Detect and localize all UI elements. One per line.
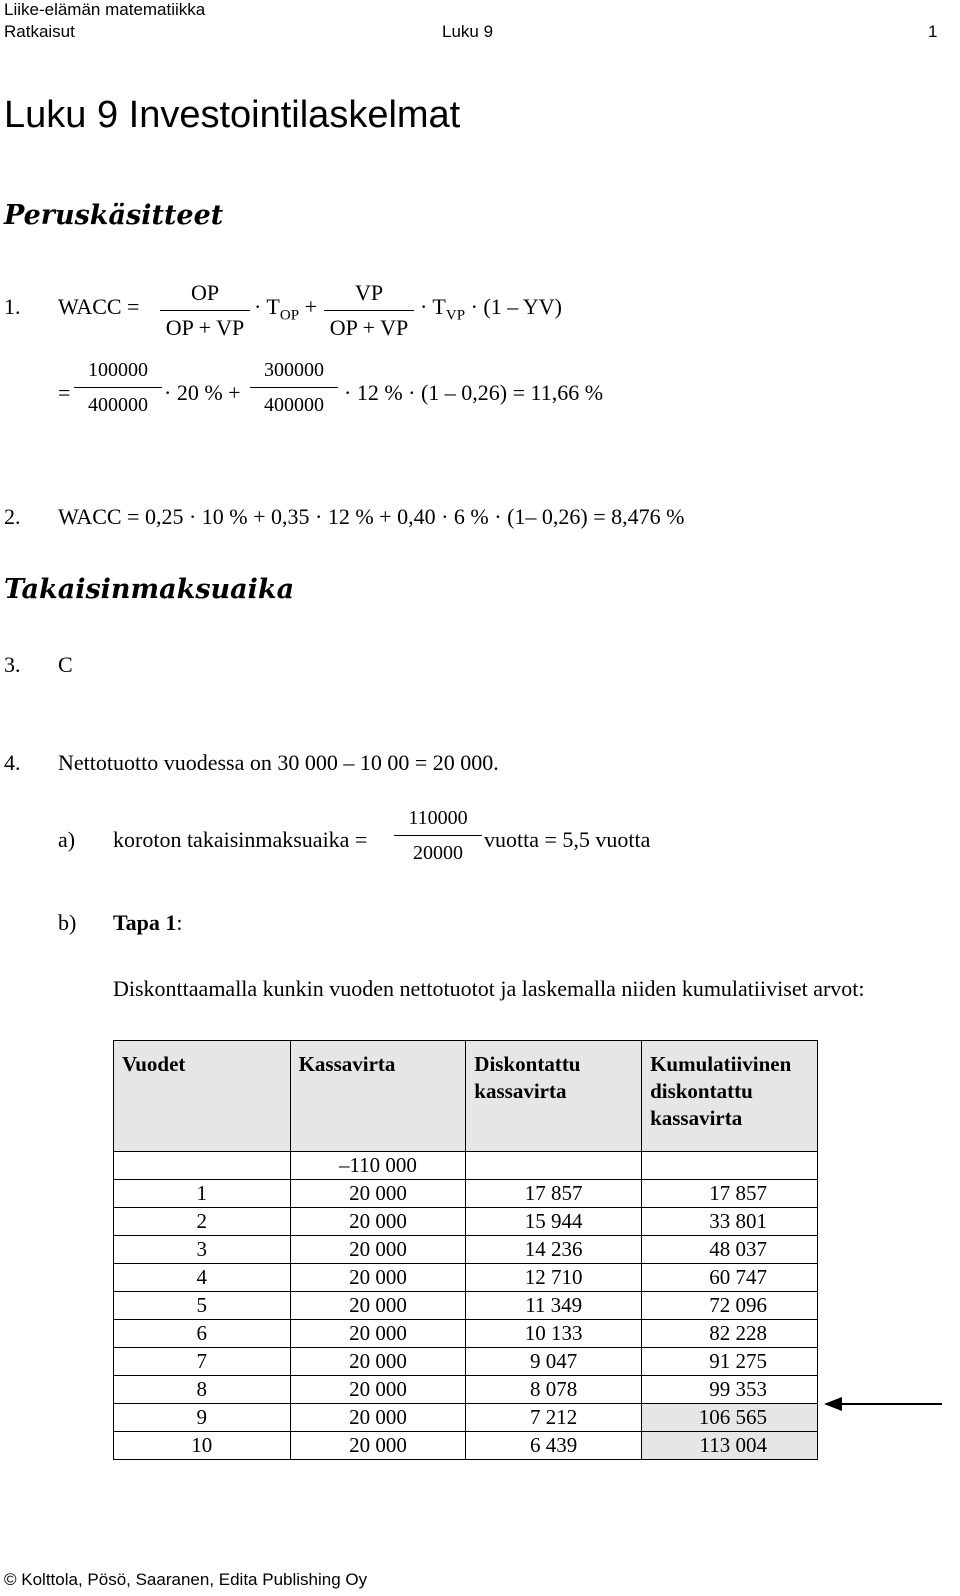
tax-op bbox=[254, 294, 317, 324]
cell-year: 2 bbox=[114, 1208, 291, 1236]
cell-year bbox=[114, 1152, 291, 1180]
cell-cumulative: 17 857 bbox=[642, 1180, 818, 1208]
header-cashflow: Kassavirta bbox=[290, 1041, 466, 1152]
book-title: Liike-elämän matematiikka bbox=[4, 0, 206, 19]
part-a-result: vuotta = 5,5 vuotta bbox=[484, 827, 651, 852]
tax-vp bbox=[420, 294, 562, 324]
cell-year: 3 bbox=[114, 1236, 291, 1264]
exercise-4-number: 4. bbox=[4, 750, 21, 775]
table-row bbox=[114, 1348, 818, 1376]
exercise-2-number: 2. bbox=[4, 504, 21, 529]
fraction-numerator: 300000 bbox=[264, 359, 324, 381]
exercise-2-text: WACC = 0,25 · 10 % + 0,35 · 12 % + 0,40 · 6 % · (1– 0,26) = 8,476 % bbox=[58, 504, 685, 529]
cell-discounted: 8 078 bbox=[466, 1376, 642, 1404]
cell-cashflow: 20 000 bbox=[290, 1180, 466, 1208]
page-title: Luku 9 Investointilaskelmat bbox=[4, 94, 461, 136]
table-row bbox=[114, 1404, 818, 1432]
fraction-denominator: 400000 bbox=[264, 394, 324, 416]
cell-cumulative: 33 801 bbox=[642, 1208, 818, 1236]
table-row bbox=[114, 1264, 818, 1292]
cell-year: 8 bbox=[114, 1376, 291, 1404]
tax-op-subscript: OP bbox=[279, 307, 300, 324]
fraction-denominator: 400000 bbox=[88, 394, 148, 416]
cell-discounted: 9 047 bbox=[466, 1348, 642, 1376]
exercise-4-text: Nettotuotto vuodessa on 30 000 – 10 00 = 20 000. bbox=[58, 750, 499, 775]
fraction-op bbox=[160, 278, 250, 343]
cell-cashflow: 20 000 bbox=[290, 1348, 466, 1376]
cell-year: 7 bbox=[114, 1348, 291, 1376]
cell-cumulative: 72 096 bbox=[642, 1292, 818, 1320]
cell-cashflow: 20 000 bbox=[290, 1376, 466, 1404]
fraction-bar bbox=[74, 387, 162, 388]
cell-year: 9 bbox=[114, 1404, 291, 1432]
cell-discounted bbox=[466, 1152, 642, 1180]
equals-sign: = bbox=[58, 380, 71, 405]
page-number: 1 bbox=[928, 22, 938, 41]
fraction-numerator: 100000 bbox=[88, 359, 148, 381]
table-row bbox=[114, 1180, 818, 1208]
cell-cashflow: 20 000 bbox=[290, 1208, 466, 1236]
cell-cumulative: 82 228 bbox=[642, 1320, 818, 1348]
cell-discounted: 7 212 bbox=[466, 1404, 642, 1432]
cell-discounted: 15 944 bbox=[466, 1208, 642, 1236]
cell-cumulative: 48 037 bbox=[642, 1236, 818, 1264]
mid-term: · 20 % + bbox=[164, 380, 241, 405]
table-row bbox=[114, 1376, 818, 1404]
table-row bbox=[114, 1432, 818, 1460]
cell-discounted: 17 857 bbox=[466, 1180, 642, 1208]
fraction-vp bbox=[324, 278, 414, 343]
header-years: Vuodet bbox=[114, 1041, 291, 1152]
table-row bbox=[114, 1320, 818, 1348]
cell-cashflow: 20 000 bbox=[290, 1292, 466, 1320]
cell-cumulative: 91 275 bbox=[642, 1348, 818, 1376]
cell-cashflow: 20 000 bbox=[290, 1236, 466, 1264]
arrow-left-icon bbox=[824, 1394, 944, 1414]
fraction-denominator: OP + VP bbox=[329, 315, 409, 340]
cell-year: 6 bbox=[114, 1320, 291, 1348]
cell-discounted: 10 133 bbox=[466, 1320, 642, 1348]
cell-year: 5 bbox=[114, 1292, 291, 1320]
wacc-lhs: WACC = bbox=[58, 294, 140, 319]
cell-cumulative: 99 353 bbox=[642, 1376, 818, 1404]
fraction-payback bbox=[394, 803, 482, 868]
cell-discounted: 12 710 bbox=[466, 1264, 642, 1292]
part-a-label: a) bbox=[58, 827, 76, 852]
cell-discounted: 14 236 bbox=[466, 1236, 642, 1264]
section-label: Ratkaisut bbox=[4, 22, 75, 41]
part-b-colon: : bbox=[176, 910, 183, 935]
tax-vp-subscript: VP bbox=[445, 307, 466, 324]
cell-discounted: 6 439 bbox=[466, 1432, 642, 1460]
fraction-denominator: OP + VP bbox=[165, 315, 245, 340]
table-header-row bbox=[114, 1041, 818, 1152]
tax-vp-symbol: · T bbox=[420, 294, 446, 319]
cell-cumulative: 113 004 bbox=[642, 1432, 818, 1460]
cell-discounted: 11 349 bbox=[466, 1292, 642, 1320]
fraction-300000 bbox=[250, 355, 338, 420]
table-row-initial bbox=[114, 1152, 818, 1180]
cell-year: 1 bbox=[114, 1180, 291, 1208]
result-line: · 12 % · (1 – 0,26) = 11,66 % bbox=[344, 380, 604, 405]
tax-tail: · (1 – YV) bbox=[470, 294, 562, 319]
fraction-numerator: 110000 bbox=[408, 807, 468, 829]
fraction-bar bbox=[324, 310, 414, 311]
fraction-bar bbox=[394, 835, 482, 836]
cell-cashflow: 20 000 bbox=[290, 1432, 466, 1460]
part-a-text: koroton takaisinmaksuaika = bbox=[113, 827, 368, 852]
fraction-bar bbox=[250, 387, 338, 388]
fraction-bar bbox=[160, 310, 250, 311]
table-body bbox=[114, 1152, 818, 1460]
part-b-heading bbox=[113, 910, 183, 936]
part-b-label: b) bbox=[58, 910, 77, 935]
chapter-label: Luku 9 bbox=[442, 22, 494, 41]
cell-initial-investment: –110 000 bbox=[290, 1152, 466, 1180]
exercise-3-answer: C bbox=[58, 652, 73, 677]
cell-cashflow: 20 000 bbox=[290, 1264, 466, 1292]
fraction-numerator: VP bbox=[354, 280, 384, 305]
discounted-cashflow-table bbox=[113, 1040, 818, 1460]
header-cumulative: Kumulatiivinen diskontattu kassavirta bbox=[642, 1041, 818, 1152]
part-b-description: Diskonttaamalla kunkin vuoden nettotuotot ja laskemalla niiden kumulatiiviset arvot: bbox=[113, 976, 865, 1001]
fraction-100000 bbox=[74, 355, 162, 420]
subheading-payback: Takaisinmaksuaika bbox=[4, 574, 295, 605]
fraction-denominator: 20000 bbox=[413, 842, 463, 864]
cell-cumulative: 60 747 bbox=[642, 1264, 818, 1292]
table-row bbox=[114, 1208, 818, 1236]
exercise-number: 1. bbox=[4, 294, 21, 319]
tax-op-symbol: · T bbox=[254, 294, 280, 319]
cell-cumulative bbox=[642, 1152, 818, 1180]
cell-cashflow: 20 000 bbox=[290, 1320, 466, 1348]
plus-sign: + bbox=[304, 294, 317, 319]
cell-year: 10 bbox=[114, 1432, 291, 1460]
cell-cumulative: 106 565 bbox=[642, 1404, 818, 1432]
subheading-basics: Peruskäsitteet bbox=[4, 200, 224, 231]
cell-cashflow: 20 000 bbox=[290, 1404, 466, 1432]
header-discounted: Diskontattu kassavirta bbox=[466, 1041, 642, 1152]
exercise-3-number: 3. bbox=[4, 652, 21, 677]
cell-year: 4 bbox=[114, 1264, 291, 1292]
table-row bbox=[114, 1236, 818, 1264]
table-row bbox=[114, 1292, 818, 1320]
fraction-numerator: OP bbox=[190, 280, 220, 305]
footer-copyright: © Kolttola, Pösö, Saaranen, Edita Publishing Oy bbox=[4, 1570, 368, 1589]
part-b-bold: Tapa 1 bbox=[113, 910, 177, 935]
